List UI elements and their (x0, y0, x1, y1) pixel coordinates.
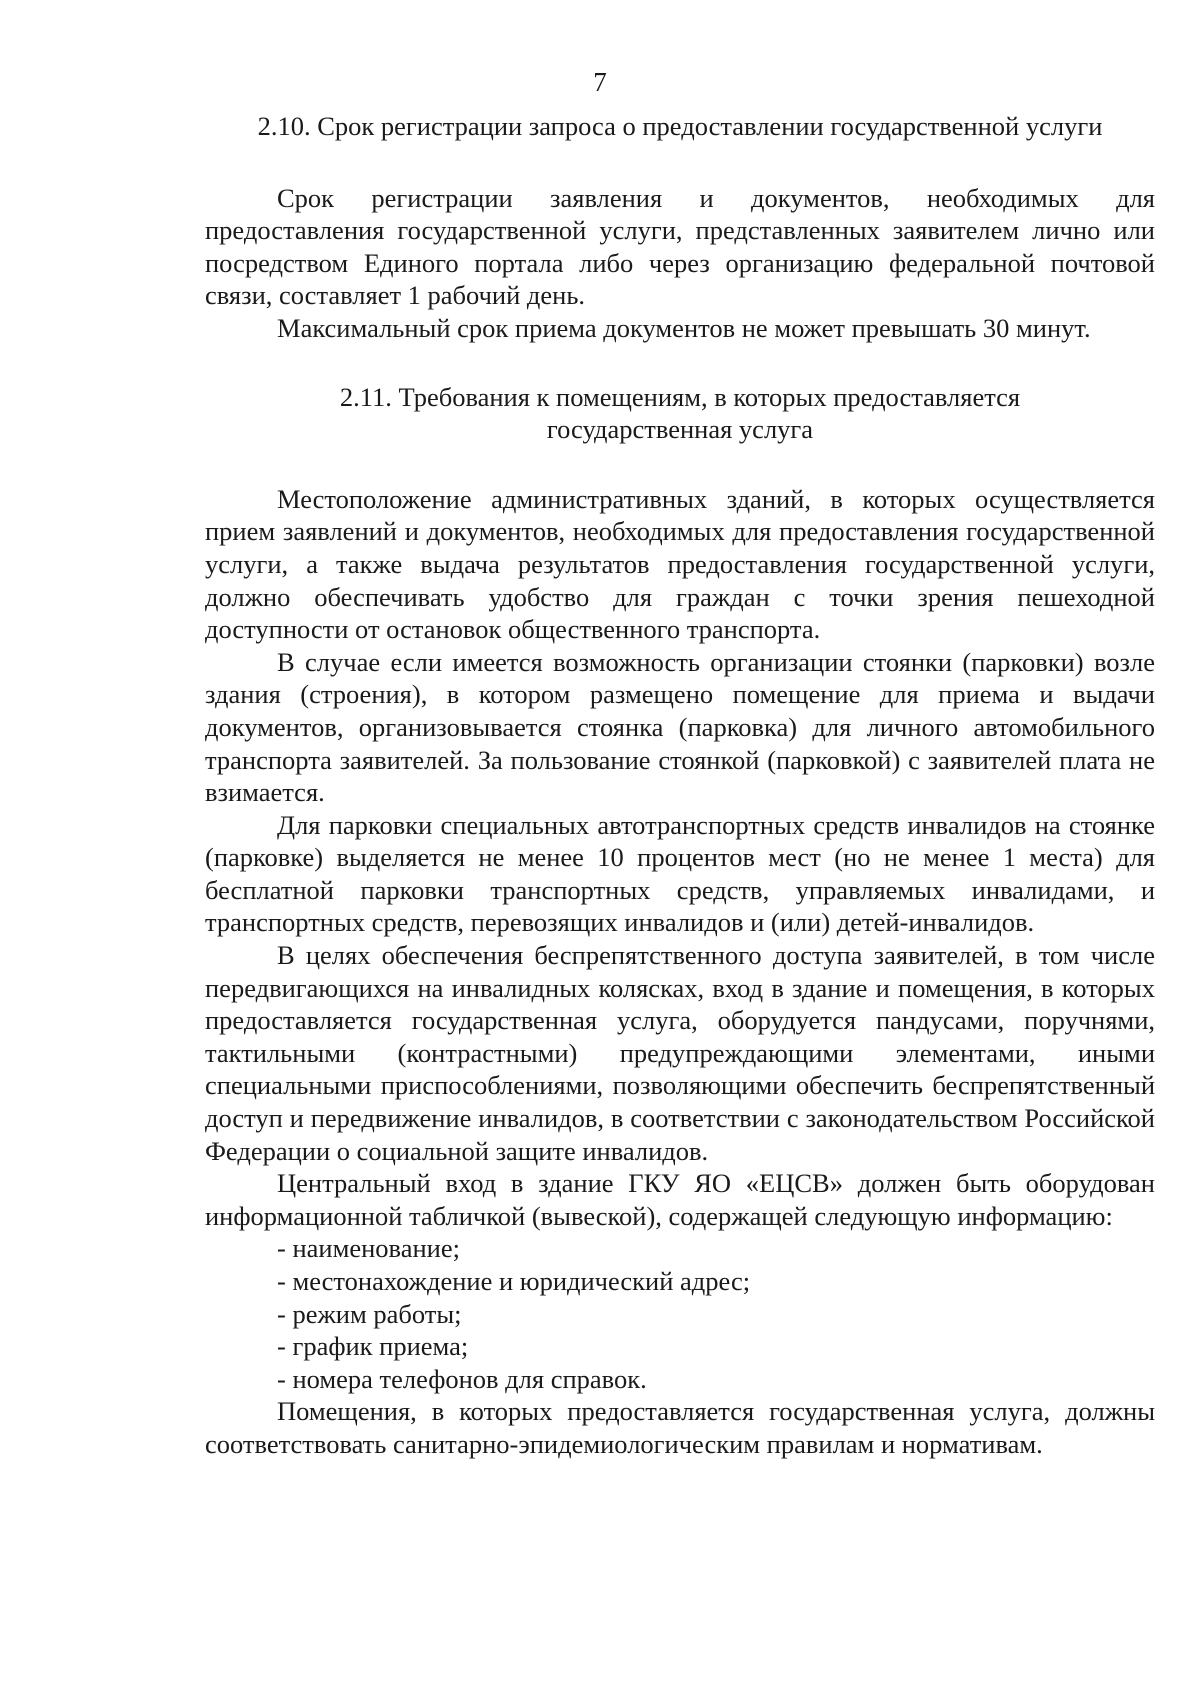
paragraph-max-reception-time: Максимальный срок приема документов не может превышать 30 минут. (277, 312, 1091, 343)
list-item: - местонахождение и юридический адрес; (277, 1266, 751, 1296)
list-item: - наименование; (277, 1233, 460, 1264)
list-item: - номера телефонов для справок. (277, 1363, 647, 1394)
section-2-10-body (205, 182, 1155, 345)
paragraph-entrance-sign: Центральный вход в здание ГКУ ЯО «ЕЦСВ» должен быть оборудован информационной табличкой (вывеской), содержащей следующую информацию: (205, 1168, 1155, 1231)
section-2-10-heading: 2.10. Срок регистрации запроса о предоставлении государственной услуги (257, 111, 1103, 141)
list-item: - режим работы; (277, 1298, 462, 1329)
paragraph-disabled-parking: Для парковки специальных автотранспортных средств инвалидов на стоянке (парковке) выделяется не менее 10 процентов мест (но не менее 1 места) для бесплатной парковки транспортных средств, управляемых инвалидами, и транспортных средств, перевозящих инвалидов и (или) детей-инвалидов. (205, 809, 1155, 938)
paragraph-building-location: Местоположение административных зданий, в которых осуществляется прием заявлений и документов, необходимых для предоставления государственной услуги, а также выдача результатов предоставления государственной услуги, должно обеспечивать удобство для граждан с точки зрения пешеходной доступности от остановок общественного транспорта. (205, 483, 1155, 645)
list-item: - график приема; (277, 1331, 469, 1362)
document-body (205, 110, 1155, 1461)
paragraph-registration-term: Срок регистрации заявления и документов, необходимых для предоставления государственной услуги, представленных заявителем лично или посредством Единого портала либо через организацию федеральной почтовой связи, составляет 1 рабочий день. (205, 182, 1155, 311)
paragraph-accessibility: В целях обеспечения беспрепятственного доступа заявителей, в том числе передвигающихся на инвалидных колясках, вход в здание и помещения, в которых предоставляется государственная услуга, оборудуется пандусами, поручнями, тактильными (контрастными) предупреждающими элементами, иными специальными приспособлениями, позволяющими обеспечить беспрепятственный доступ и передвижение инвалидов, в соответствии с законодательством Российской Федерации о социальной защите инвалидов. (205, 940, 1155, 1166)
section-2-11-heading-line1: 2.11. Требования к помещениям, в которых предоставляется (339, 381, 1021, 412)
page-number: 7 (593, 67, 607, 97)
section-2-11-heading-line2: государственная услуга (546, 414, 814, 445)
section-2-11-heading (205, 381, 1155, 446)
section-2-11-body (205, 483, 1155, 1461)
sign-info-list (205, 1232, 1155, 1395)
paragraph-parking: В случае если имеется возможность организации стоянки (парковки) возле здания (строения), в котором размещено помещение для приема и выдачи документов, организовывается стоянка (парковка) для личного автомобильного транспорта заявителей. За пользование стоянкой (парковкой) с заявителей плата не взимается. (205, 646, 1155, 808)
paragraph-sanitary-rules: Помещения, в которых предоставляется государственная услуга, должны соответствовать санитарно-эпидемиологическим правилам и нормативам. (205, 1396, 1155, 1459)
